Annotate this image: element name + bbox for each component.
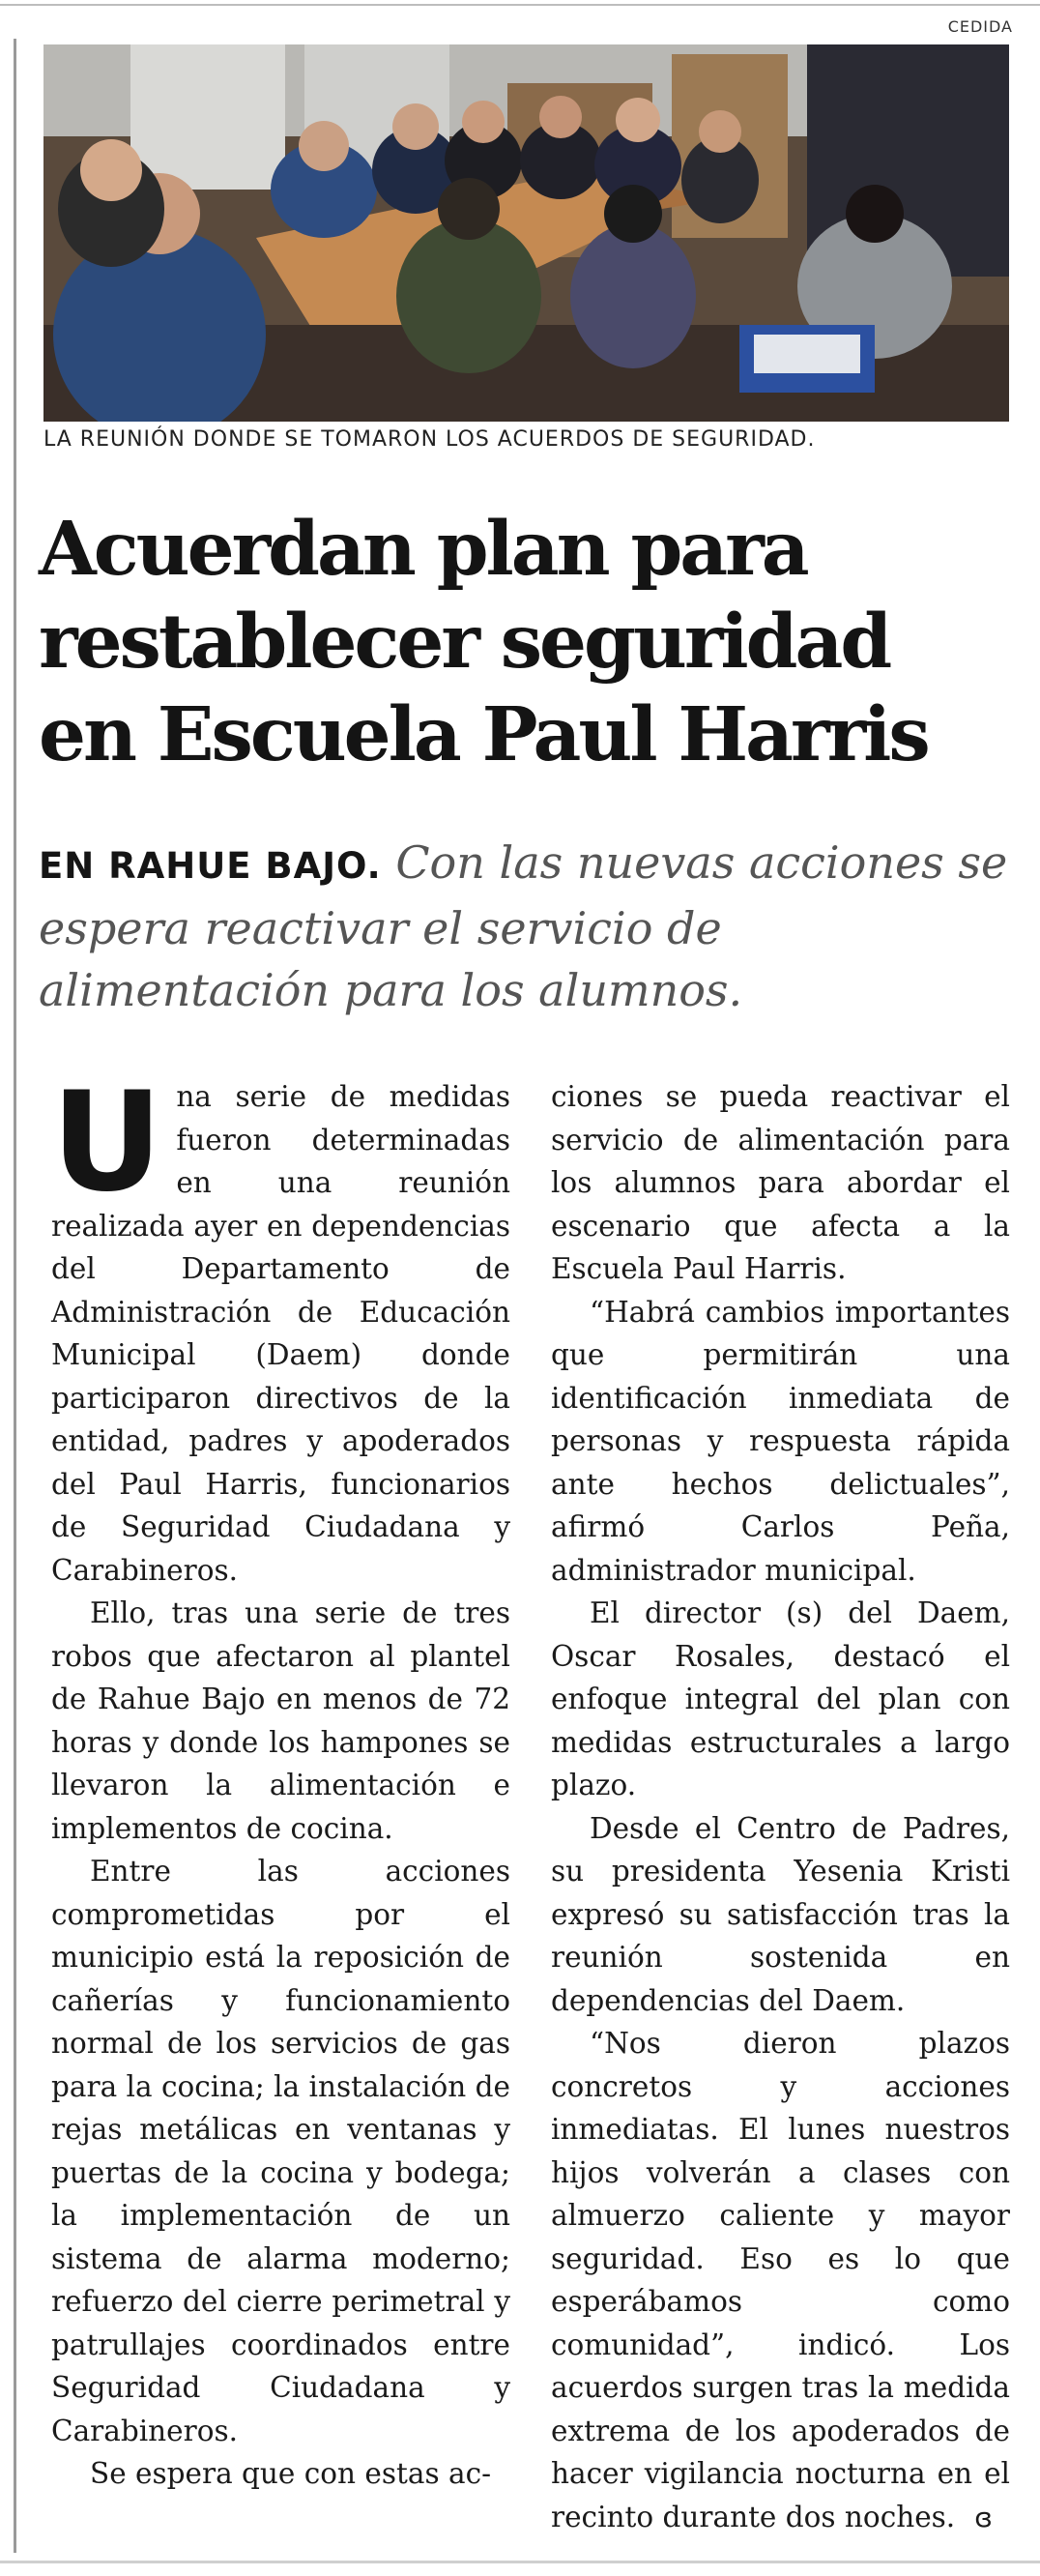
photo-caption: LA REUNIÓN DONDE SE TOMARON LOS ACUERDOS DE SEGURIDAD. bbox=[43, 427, 816, 452]
end-mark-icon: ɞ bbox=[974, 2501, 993, 2533]
paragraph-2: Ello, tras una serie de tres robos que afectaron al plantel de Rahue Bajo en menos de 72 horas y donde los hampones se llevaron la alimentación e implementos de cocina. bbox=[51, 1596, 510, 1845]
deck bbox=[39, 832, 1015, 1021]
article-column-1 bbox=[51, 1063, 510, 2496]
article-column-2 bbox=[551, 1075, 1010, 2539]
bottom-rule bbox=[0, 2561, 1040, 2563]
paragraph-8-text: “Nos dieron plazos concretos y acciones inmediatas. El lunes nuestros hijos volverán a clases con almuerzo caliente y mayor seguridad. Eso es lo que esperábamos como comunidad”, indicó. Los acuerdos surgen tras la medida extrema de los apoderados de hacer vigilancia nocturna en el recinto durante dos noches. bbox=[551, 2027, 1010, 2533]
headline-line-2: restablecer seguridad bbox=[39, 599, 890, 686]
top-rule bbox=[0, 4, 1040, 6]
drop-cap: U bbox=[51, 1063, 163, 1222]
paragraph-1-text: na serie de medidas fueron determinadas en una reunión realizada ayer en dependencias del Departamento de Administración de Educación Municipal (Daem) donde participaron directivos de la entidad, padres y apoderados del Paul Harris, funcionarios de Seguridad Ciudadana y Carabineros. bbox=[51, 1080, 510, 1587]
paragraph-6: El director (s) del Daem, Oscar Rosales, destacó el enfoque integral del plan con medidas estructurales a largo plazo. bbox=[551, 1596, 1010, 1801]
paragraph-3: Entre las acciones comprometidas por el municipio está la reposición de cañerías y funcionamiento normal de los servicios de gas para la cocina; la instalación de rejas metálicas en ventanas y puertas de la cocina y bodega; la implementación de un sistema de alarma moderno; refuerzo del cierre perimetral y patrullajes coordinados entre Seguridad Ciudadana y Carabineros. bbox=[51, 1855, 510, 2447]
paragraph-8 bbox=[551, 2022, 1010, 2539]
paragraph-4-start: Se espera que con estas ac- bbox=[90, 2457, 492, 2490]
headline bbox=[39, 503, 1015, 781]
left-column-rule bbox=[14, 39, 16, 2553]
meeting-photo bbox=[43, 44, 1009, 422]
headline-line-3: en Escuela Paul Harris bbox=[39, 691, 928, 778]
paragraph-5: “Habrá cambios importantes que permitirán una identificación inmediata de personas y respuesta rápida ante hechos delictuales”, afirmó Carlos Peña, administrador municipal. bbox=[551, 1295, 1010, 1587]
deck-text: Con las nuevas acciones se espera reactivar el servicio de alimentación para los alumnos. bbox=[39, 836, 1008, 1016]
meeting-photo-illustration bbox=[43, 44, 1009, 422]
deck-kicker: EN RAHUE BAJO. bbox=[39, 845, 382, 887]
paragraph-1 bbox=[51, 1063, 510, 1592]
photo-credit: CEDIDA bbox=[947, 17, 1013, 36]
headline-line-1: Acuerdan plan para bbox=[39, 506, 807, 593]
paragraph-7: Desde el Centro de Padres, su presidenta Yesenia Kristi expresó su satisfacción tras la reunión sostenida en dependencias del Daem. bbox=[551, 1811, 1010, 2017]
paragraph-4-continued: ciones se pueda reactivar el servicio de alimentación para los alumnos para abordar el escenario que afecta a la Escuela Paul Harris. bbox=[551, 1080, 1010, 1285]
